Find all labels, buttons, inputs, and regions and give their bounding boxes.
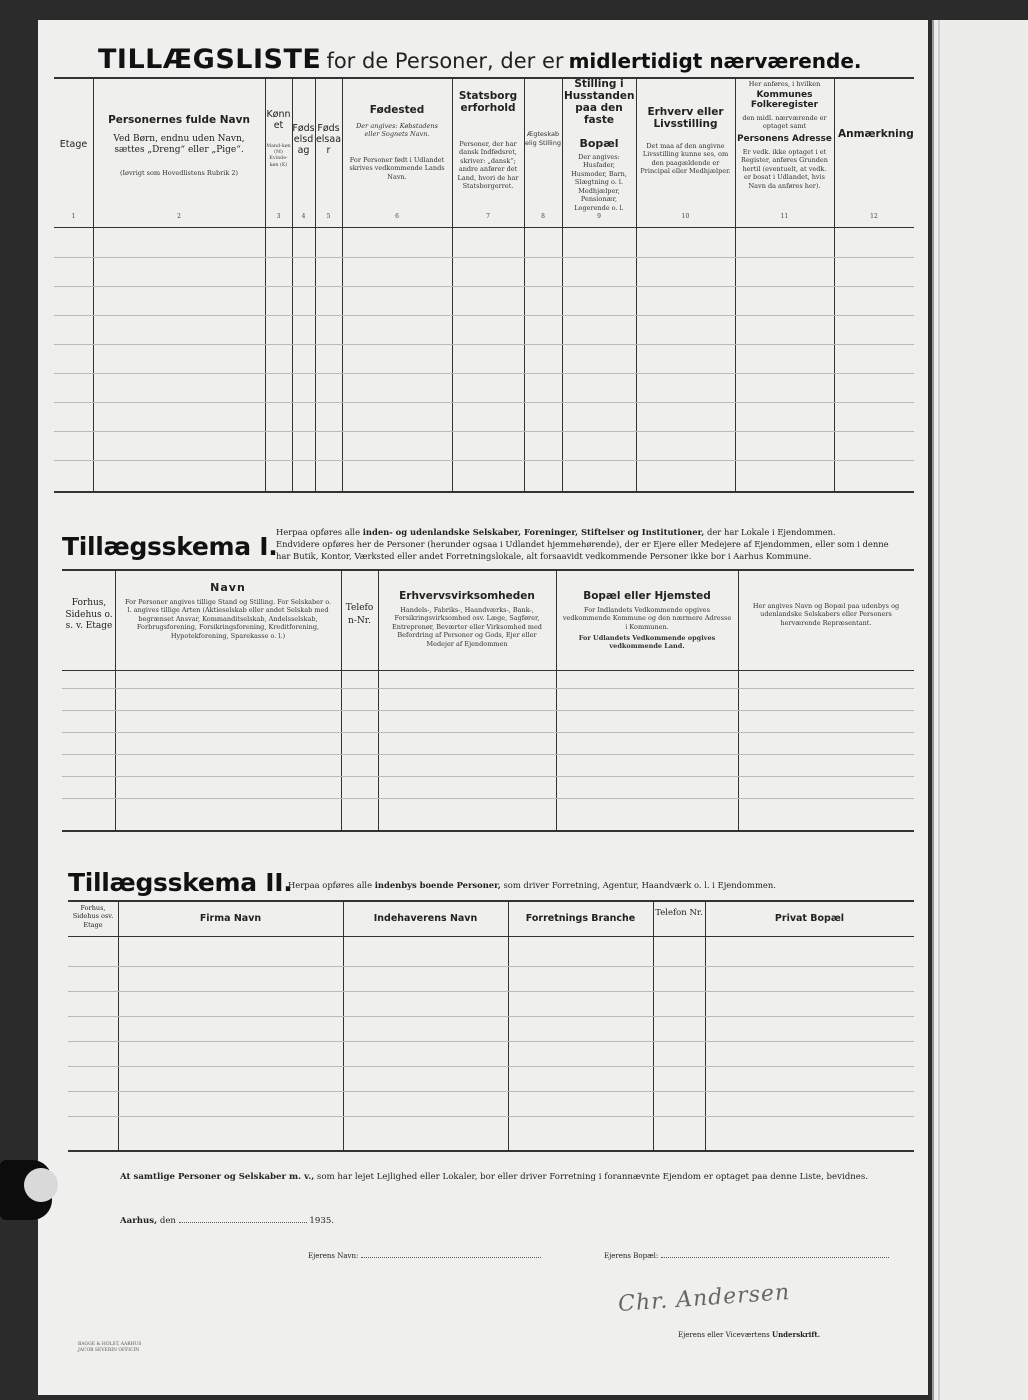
col-number: 4 xyxy=(301,213,306,220)
skema1-col-telefon: Telefon-Nr. xyxy=(345,603,374,626)
skema1-col-bopael-desc2: For Udlandets Vedkommende opgives vedkommende Land. xyxy=(578,634,716,651)
skema1-col-erhverv: Erhvervsvirksomheden xyxy=(399,590,535,602)
col-number: 2 xyxy=(177,213,181,220)
col-birthday-header: Fødselsdag xyxy=(292,123,315,156)
col-citizenship-desc: Personer, der har dansk Indfødsret, skriver: „dansk“; andre anfører det Land, hvori de har Statsborgerret. xyxy=(457,140,519,191)
col-number: 10 xyxy=(681,213,690,220)
col-number: 7 xyxy=(486,213,490,220)
col-birthplace-desc2: For Personer født i Udlandet skrives vedkommende Lands Navn. xyxy=(349,156,445,181)
col-number: 3 xyxy=(276,213,281,220)
skema2-col-telefon: Telefon Nr. xyxy=(655,908,703,918)
main-table-header-bottom xyxy=(54,227,914,228)
owner-name-field[interactable] xyxy=(361,1257,541,1258)
col-birthplace-desc: Der angives: Købstadens eller Sognets Navn. xyxy=(356,122,438,139)
col-occupation-desc: Det maa af den angivne Livsstilling kunne ses, om den paagældende er Principal eller Medhjælper. xyxy=(640,142,731,176)
owner-name-line: Ejerens Navn: xyxy=(308,1252,541,1260)
skema2-col-bopael: Privat Bopæl xyxy=(774,913,845,924)
form-page xyxy=(38,20,928,1395)
col-number: 12 xyxy=(870,213,878,220)
date-field[interactable] xyxy=(179,1222,307,1223)
main-table-bottom xyxy=(54,491,914,493)
col-marital-header: Ægteskabelig Stilling xyxy=(525,130,561,147)
col-register-pre: Her anføres, i hvilken xyxy=(748,80,821,88)
skema1-col-erhverv-desc: Handels-, Fabriks-, Haandværks-, Bank-, Forsikringsvirksomhed osv. Læge, Sagfører, Entreprenør, Beværter eller Virksomhed med Befordring af Personer og Gods, Ejer eller Medejer af Ejendommen xyxy=(392,606,542,648)
col-remark-header: Anmærkning xyxy=(838,128,914,140)
col-name-header: Personernes fulde Navn xyxy=(108,114,250,126)
col-number: 9 xyxy=(597,213,601,220)
skema2-intro: Herpaa opføres alle indenbys boende Personer, som driver Forretning, Agentur, Haandværk o. l. i Ejendommen. xyxy=(288,880,776,890)
main-title-caps: TILLÆGSLISTE xyxy=(98,44,322,75)
footer-date-line: Aarhus, den 1935. xyxy=(120,1216,335,1226)
owner-address-line: Ejerens Bopæl: xyxy=(604,1252,889,1260)
skema2-col-indehaver: Indehaverens Navn xyxy=(373,913,478,924)
skema1-col-bopael: Bopæl eller Hjemsted xyxy=(583,590,711,602)
skema1-intro: Herpaa opføres alle inden- og udenlandske Selskaber, Foreninger, Stiftelser og Institutioner, der har Lokale i Ejendommen. Endvidere opføres her de Personer (herunder ogsaa i Udlandet hjemmehørende), der er Ejere eller Medejere af Ejendommen, eller som i denne har Butik, Kontor, Værksted eller andet Forretningslokale, alt forsaavidt vedkommende Personer ikke bor i Aarhus Kommune. xyxy=(276,527,889,561)
col-number: 1 xyxy=(71,213,76,220)
skema1-col-navn: Navn xyxy=(210,581,246,594)
skema2-col-branche: Forretnings Branche xyxy=(525,913,636,924)
main-title-mid: for de Personer, der er xyxy=(326,49,564,73)
col-household-bopael: Bopæl xyxy=(579,137,619,150)
col-birthyear-header: Fødselsaar xyxy=(315,123,342,156)
col-household-desc: Der angives: Husfader, Husmoder, Barn, Slægtning o. l. Medhjælper, Pensionær, Logerende o. l. xyxy=(571,153,627,212)
main-title xyxy=(98,44,918,75)
col-citizenship-header: Statsborgerforhold xyxy=(458,90,518,115)
skema1-col-etage: Forhus, Sidehus o. s. v. Etage xyxy=(65,598,113,632)
col-register-desc2: Er vedk. ikke optaget i et Register, anføres Grunden hertil (eventuelt, at vedk. er bosat i Udlandet, hvis Navn da anføres her). xyxy=(741,148,828,190)
col-number: 5 xyxy=(326,213,331,220)
col-birthplace-header: Fødested xyxy=(369,104,425,116)
col-number: 6 xyxy=(395,213,399,220)
main-table-top xyxy=(54,77,914,79)
skema1-col-navn-desc: For Personer angives tillige Stand og Stilling. For Selskaber o. l. angives tillige Arten (Aktieselskab eller andet Selskab med begrænset Ansvar, Kommanditselskab, Andelsselskab, Forbrugsforening, Forsikringsforening, Kreditforening, Hypotekforening, Sparekasse o. l.) xyxy=(124,598,332,640)
signature: Chr. Andersen xyxy=(617,1280,791,1317)
skema2-col-etage: Forhus, Sidehus osv. Etage xyxy=(72,904,114,929)
col-etage-header: Etage xyxy=(59,139,88,150)
col-number: 8 xyxy=(541,213,545,220)
skema2-col-firma: Firma Navn xyxy=(199,913,262,924)
main-title-bold: midlertidigt nærværende. xyxy=(568,49,862,73)
col-gender-header: Kønnet xyxy=(266,109,291,131)
skema1-col-bopael-desc1: For Indlandets Vedkommende opgives vedkommende Kommune og den nærmere Adresse i Kommunen. xyxy=(562,606,732,631)
col-name-desc2: (Iøvrigt som Hovedlistens Rubrik 2) xyxy=(119,169,239,177)
footer-statement: At samtlige Personer og Selskaber m. v., som har lejet Lejlighed eller Lokaler, bor eller driver Forretning i forannævnte Ejendom er optaget paa denne Liste, bevidnes. xyxy=(120,1172,869,1182)
col-register-address: Personens Adresse xyxy=(737,134,832,144)
col-register-desc: den midl. nærværende er optaget samt xyxy=(742,114,827,131)
skema1-title: Tillægsskema I. xyxy=(62,532,278,561)
col-gender-desc: Mand-køn (M) Kvinde-køn (K) xyxy=(266,144,291,168)
col-name-desc: Ved Børn, endnu uden Navn, sættes „Dreng“ eller „Pige“. xyxy=(113,134,245,155)
col-number: 11 xyxy=(780,213,789,220)
skema2-title: Tillægsskema II. xyxy=(68,868,293,897)
next-page-edge xyxy=(932,20,1028,1400)
signature-label: Ejerens eller Viceværtens Underskrift. xyxy=(678,1330,821,1339)
col-register-header: Kommunes Folkeregister xyxy=(750,90,819,111)
skema1-col-repr: Her angives Navn og Bopæl paa udenbys og udenlandske Selskabers eller Personers herværende Repræsentant. xyxy=(752,602,900,627)
col-household-header: Stilling i Husstanden paa den faste xyxy=(564,78,635,127)
printer-mark: BAGGE & HOLST, AARHUS JACOB SEVERIN OFFICIN xyxy=(78,1342,142,1353)
col-occupation-header: Erhverv eller Livsstilling xyxy=(647,106,724,131)
owner-address-field[interactable] xyxy=(661,1257,889,1258)
